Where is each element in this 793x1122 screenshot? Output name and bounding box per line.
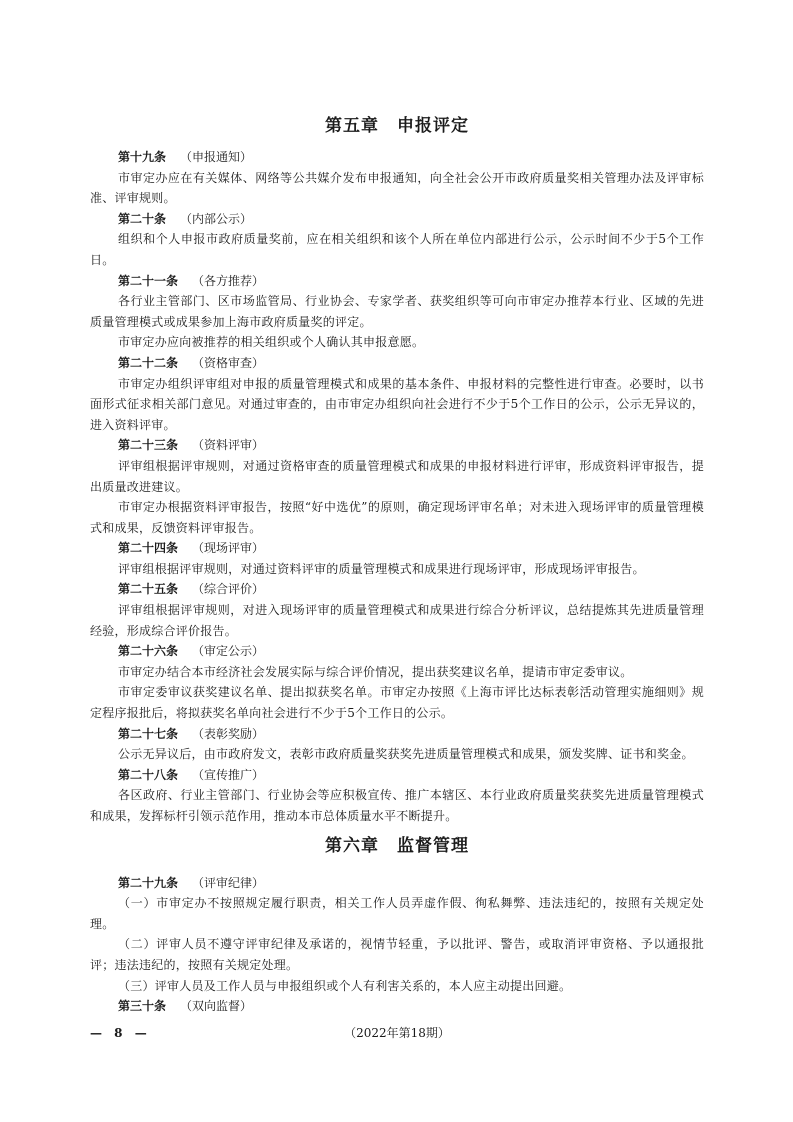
article-number: 第二十九条 — [118, 875, 179, 890]
chapter-title — [90, 833, 704, 859]
article-paragraph: 市审定委审议获奖建议名单、提出拟获奖名单。市审定办按照《上海市评比达标表彰活动管理实施细则》规定程序报批后，将拟获奖名单向社会进行不少于5个工作日的公示。 — [90, 685, 704, 721]
article-paragraph: 各区政府、行业主管部门、行业协会等应积极宣传、推广本辖区、本行业政府质量奖获奖先进质量管理模式和成果，发挥标杆引领示范作用，推动本市总体质量水平不断提升。 — [90, 788, 704, 823]
article-number: 第二十七条 — [118, 726, 179, 741]
article-subject: （宣传推广） — [192, 767, 265, 782]
chapter-title — [90, 113, 704, 139]
article-subject: （双向监督） — [180, 999, 253, 1014]
article-heading — [90, 996, 704, 1017]
article-number: 第二十一条 — [118, 273, 179, 288]
article-paragraph: 组织和个人申报市政府质量奖前，应在相关组织和该个人所在单位内部进行公示，公示时间不少于5个工作日。 — [90, 232, 704, 267]
article-number: 第二十三条 — [118, 438, 179, 453]
article-heading — [90, 724, 704, 745]
article-number: 第二十二条 — [118, 355, 179, 370]
article-heading — [90, 538, 704, 559]
article-heading — [90, 353, 704, 374]
article-number: 第二十六条 — [118, 644, 179, 659]
article-subject: （审定公示） — [192, 644, 265, 659]
article-paragraph: 市审定办应向被推荐的相关组织或个人确认其申报意愿。 — [118, 335, 425, 350]
article-subject: （内部公示） — [180, 211, 253, 226]
article-number: 第二十条 — [118, 211, 167, 226]
article-heading — [90, 435, 704, 456]
chapter-name: 监督管理 — [397, 835, 469, 856]
article-number: 第二十八条 — [118, 767, 179, 782]
article-subject: （现场评审） — [192, 541, 265, 556]
chapter-number: 第五章 — [325, 116, 379, 136]
article-heading — [90, 579, 704, 600]
article-paragraph: 公示无异议后，由市政府发文，表彰市政府质量奖获奖先进质量管理模式和成果，颁发奖牌、证书和奖金。 — [118, 747, 694, 762]
article-subject: （资料评审） — [192, 438, 265, 453]
article-number: 第二十四条 — [118, 541, 179, 556]
article-paragraph: （三）评审人员及工作人员与申报组织或个人有利害关系的，本人应主动提出回避。 — [118, 978, 572, 993]
article-number: 第二十五条 — [118, 582, 179, 597]
article-paragraph: 市审定办组织评审组对申报的质量管理模式和成果的基本条件、申报材料的完整性进行审查。必要时，以书面形式征求相关部门意见。对通过审查的，由市审定办组织向社会进行不少于5个工作日的公示，公示无异议的，进入资料评审。 — [90, 376, 704, 432]
article-subject: （表彰奖励） — [192, 726, 265, 741]
issue-label: （2022年第18期） — [344, 1026, 450, 1040]
page-footer — [90, 1023, 704, 1043]
article-number: 第十九条 — [118, 150, 167, 164]
article-paragraph: 评审组根据评审规则，对通过资料评审的质量管理模式和成果进行现场评审，形成现场评审报告。 — [118, 561, 645, 576]
document-body — [90, 113, 704, 1017]
article-paragraph: （一）市审定办不按照规定履行职责，相关工作人员弄虚作假、徇私舞弊、违法违纪的，按照有关规定处理。 — [90, 896, 704, 931]
article-paragraph: 市审定办结合本市经济社会发展实际与综合评价情况，提出获奖建议名单，提请市审定委审议。 — [118, 664, 633, 679]
article-heading — [90, 641, 704, 662]
article-paragraph: 市审定办应在有关媒体、网络等公共媒介发布申报通知，向全社会公开市政府质量奖相关管理办法及评审标准、评审规则。 — [90, 170, 704, 206]
article-heading — [90, 147, 704, 168]
article-heading — [90, 873, 704, 894]
article-paragraph: 各行业主管部门、区市场监管局、行业协会、专家学者、获奖组织等可向市审定办推荐本行业、区域的先进质量管理模式或成果参加上海市政府质量奖的评定。 — [90, 294, 704, 329]
article-heading — [90, 765, 704, 786]
article-subject: （评审纪律） — [192, 875, 265, 890]
article-subject: （申报通知） — [180, 150, 253, 164]
article-subject: （综合评价） — [192, 582, 265, 597]
article-heading — [90, 209, 704, 230]
article-subject: （资格审查） — [192, 355, 265, 370]
article-heading — [90, 271, 704, 292]
article-paragraph: 市审定办根据资料评审报告，按照“好中选优”的原则，确定现场评审名单；对未进入现场评审的质量管理模式和成果，反馈资料评审报告。 — [90, 500, 704, 535]
chapter-number: 第六章 — [325, 835, 379, 856]
article-paragraph: 评审组根据评审规则，对通过资格审查的质量管理模式和成果的申报材料进行评审，形成资料评审报告，提出质量改进建议。 — [90, 458, 704, 494]
page-number: — 8 — — [90, 1026, 151, 1040]
article-number: 第三十条 — [118, 999, 167, 1014]
article-paragraph: （二）评审人员不遵守评审纪律及承诺的，视情节轻重，予以批评、警告，或取消评审资格、予以通报批评；违法违纪的，按照有关规定处理。 — [90, 937, 704, 972]
article-paragraph: 评审组根据评审规则，对进入现场评审的质量管理模式和成果进行综合分析评议，总结提炼其先进质量管理经验，形成综合评价报告。 — [90, 603, 704, 638]
chapter-name: 申报评定 — [397, 116, 469, 136]
article-subject: （各方推荐） — [192, 273, 265, 288]
